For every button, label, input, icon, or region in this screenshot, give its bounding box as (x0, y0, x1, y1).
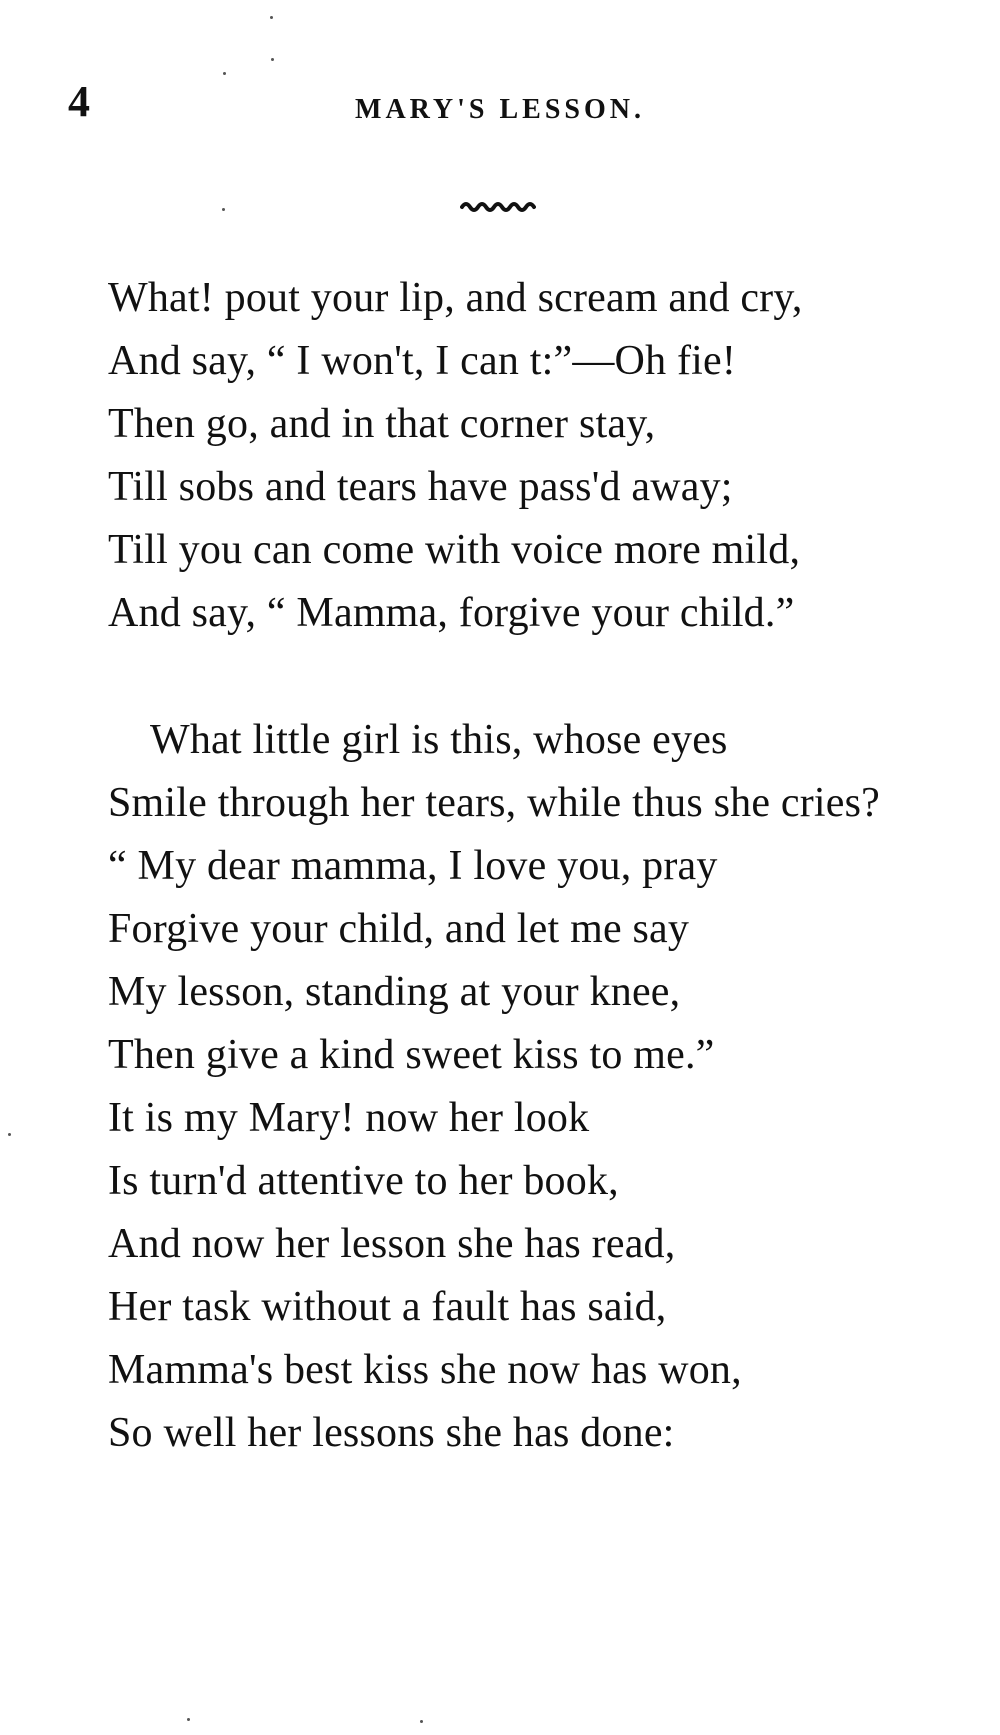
poem-line: And say, “ I won't, I can t:”—Oh fie! (108, 338, 737, 384)
poem-line: And now her lesson she has read, (108, 1221, 676, 1267)
print-speck (222, 208, 225, 211)
poem-line: Is turn'd attentive to her book, (108, 1158, 619, 1204)
poem-line: Till sobs and tears have pass'd away; (108, 464, 733, 510)
print-speck (420, 1720, 423, 1723)
wavy-ornament (460, 200, 536, 214)
poem-line: What! pout your lip, and scream and cry, (108, 275, 803, 321)
print-speck (270, 16, 273, 19)
poem-line: Mamma's best kiss she now has won, (108, 1347, 742, 1393)
poem-line: Till you can come with voice more mild, (108, 527, 801, 573)
poem-line: It is my Mary! now her look (108, 1095, 590, 1141)
poem-line: Then go, and in that corner stay, (108, 401, 656, 447)
poem-line: And say, “ Mamma, forgive your child.” (108, 590, 795, 636)
page-number: 4 (68, 77, 90, 126)
poem-line: Smile through her tears, while thus she cries? (108, 780, 881, 826)
poem-line: Her task without a fault has said, (108, 1284, 667, 1330)
poem-line: “ My dear mamma, I love you, pray (108, 843, 718, 889)
running-head: MARY'S LESSON. (355, 94, 645, 125)
poem-line: Forgive your child, and let me say (108, 906, 690, 952)
print-speck (187, 1718, 190, 1721)
print-speck (8, 1133, 11, 1136)
poem-line: What little girl is this, whose eyes (150, 717, 728, 763)
poem-line: My lesson, standing at your knee, (108, 969, 681, 1015)
poem-line: So well her lessons she has done: (108, 1410, 675, 1456)
print-speck (271, 58, 274, 61)
print-speck (223, 72, 226, 75)
poem-line: Then give a kind sweet kiss to me.” (108, 1032, 715, 1078)
